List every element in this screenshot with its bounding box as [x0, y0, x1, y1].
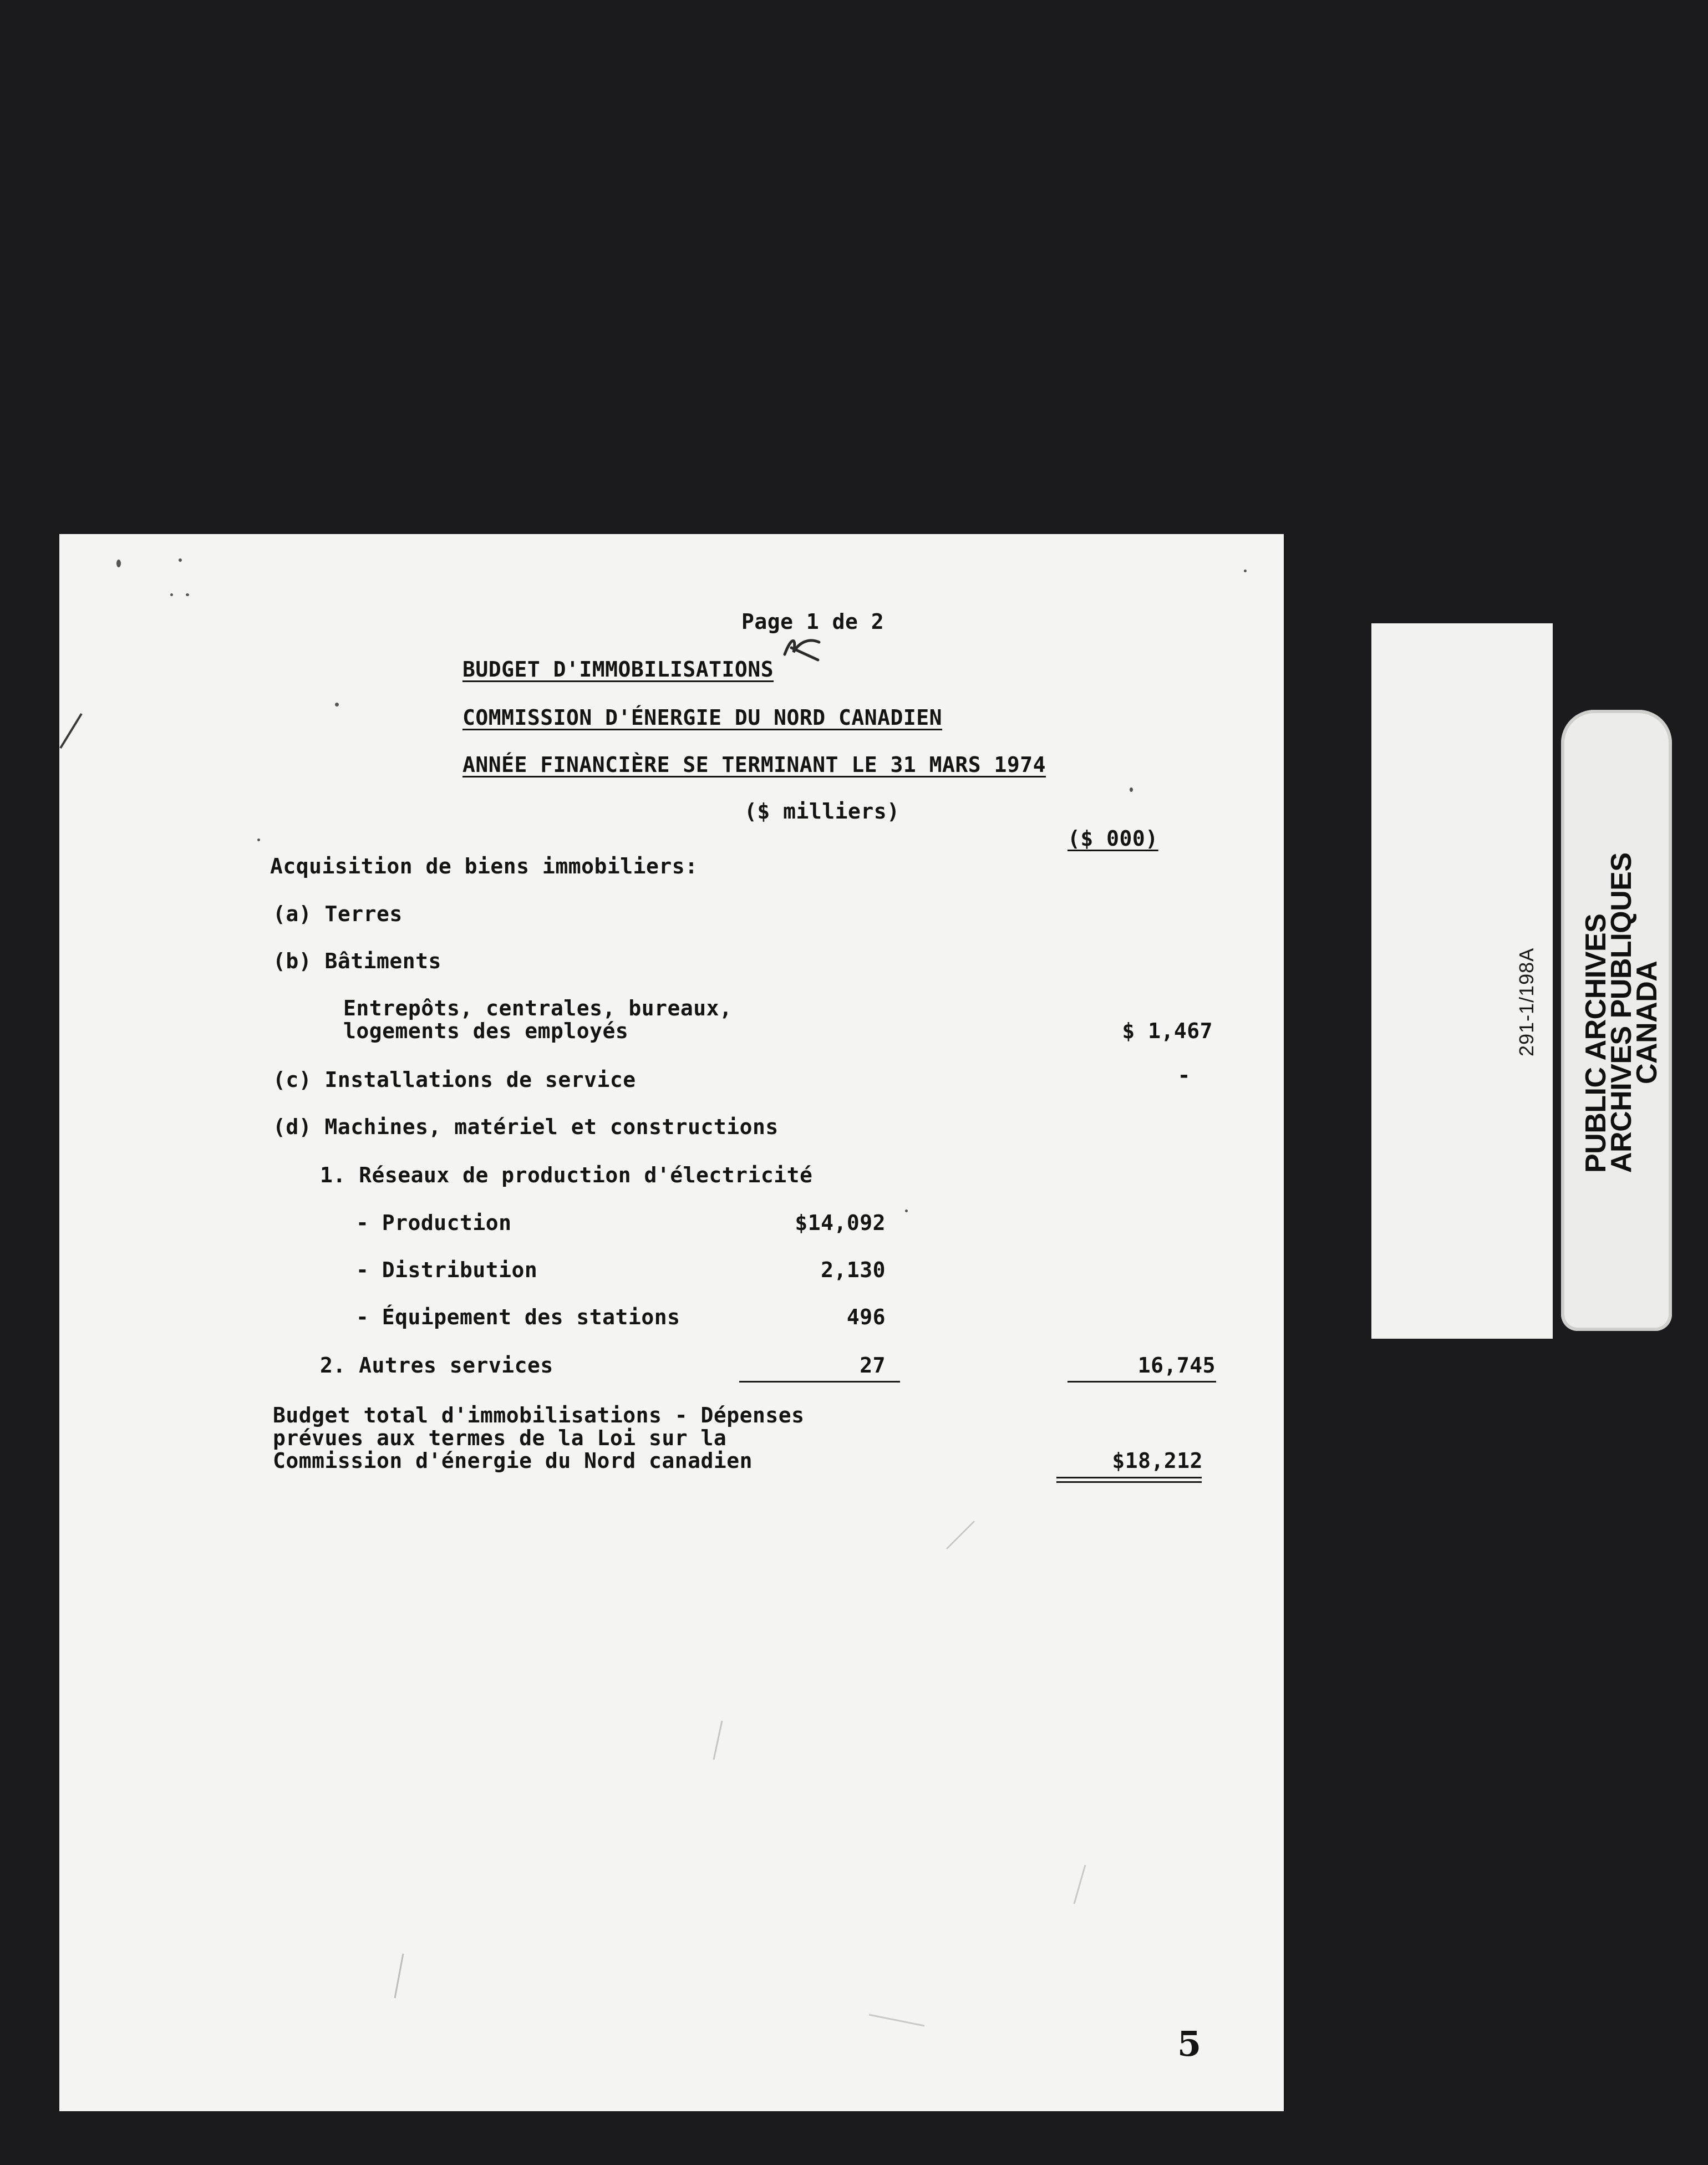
page-number: 5	[1177, 2024, 1202, 2064]
item-b-description: logements des employés	[343, 1019, 629, 1043]
sub-row-amount: $14,092	[795, 1211, 886, 1235]
sub-row-label: - Production	[356, 1211, 512, 1235]
column-header: ($ 000)	[1068, 826, 1158, 851]
title-budget: BUDGET D'IMMOBILISATIONS	[462, 657, 774, 682]
document-page	[59, 534, 1284, 2111]
section-heading: Acquisition de biens immobiliers:	[270, 854, 698, 878]
scan-scratches	[59, 534, 1284, 2111]
archive-label-line: ARCHIVES PUBLIQUES	[1605, 852, 1638, 1173]
item-d1-reseaux: 1. Réseaux de production d'électricité	[320, 1163, 813, 1187]
item-d2-amount: 27	[860, 1353, 886, 1378]
item-d-machines: (d) Machines, matériel et constructions	[273, 1115, 779, 1139]
page-label: Page 1 de 2	[741, 609, 884, 634]
grand-total-amount: $18,212	[1112, 1449, 1203, 1473]
item-c-amount: -	[1177, 1063, 1191, 1087]
sub-row-label: - Distribution	[356, 1258, 538, 1282]
units-label: ($ milliers)	[744, 799, 900, 824]
item-b-batiments: (b) Bâtiments	[273, 949, 441, 973]
archive-label-line: PUBLIC ARCHIVES	[1580, 913, 1612, 1173]
archive-reference-number: 291-1/198A	[1515, 947, 1538, 1056]
archive-label-line: CANADA	[1631, 960, 1663, 1084]
item-b-description: Entrepôts, centrales, bureaux,	[343, 996, 733, 1020]
title-commission: COMMISSION D'ÉNERGIE DU NORD CANADIEN	[462, 705, 942, 730]
item-a-terres: (a) Terres	[273, 902, 403, 926]
grand-total-label: prévues aux termes de la Loi sur la	[273, 1426, 727, 1450]
grand-total-label: Budget total d'immobilisations - Dépenses	[273, 1403, 805, 1427]
sub-row-amount: 496	[846, 1305, 886, 1329]
item-b-amount: $ 1,467	[1122, 1019, 1213, 1043]
sub-row-label: - Équipement des stations	[356, 1305, 680, 1329]
sub-row-amount: 2,130	[821, 1258, 886, 1282]
item-c-installations: (c) Installations de service	[273, 1068, 636, 1092]
item-d-total: 16,745	[1137, 1353, 1216, 1378]
grand-total-label: Commission d'énergie du Nord canadien	[273, 1449, 753, 1473]
item-d2-autres: 2. Autres services	[320, 1353, 553, 1378]
title-fiscal-year: ANNÉE FINANCIÈRE SE TERMINANT LE 31 MARS 1974	[462, 753, 1046, 777]
